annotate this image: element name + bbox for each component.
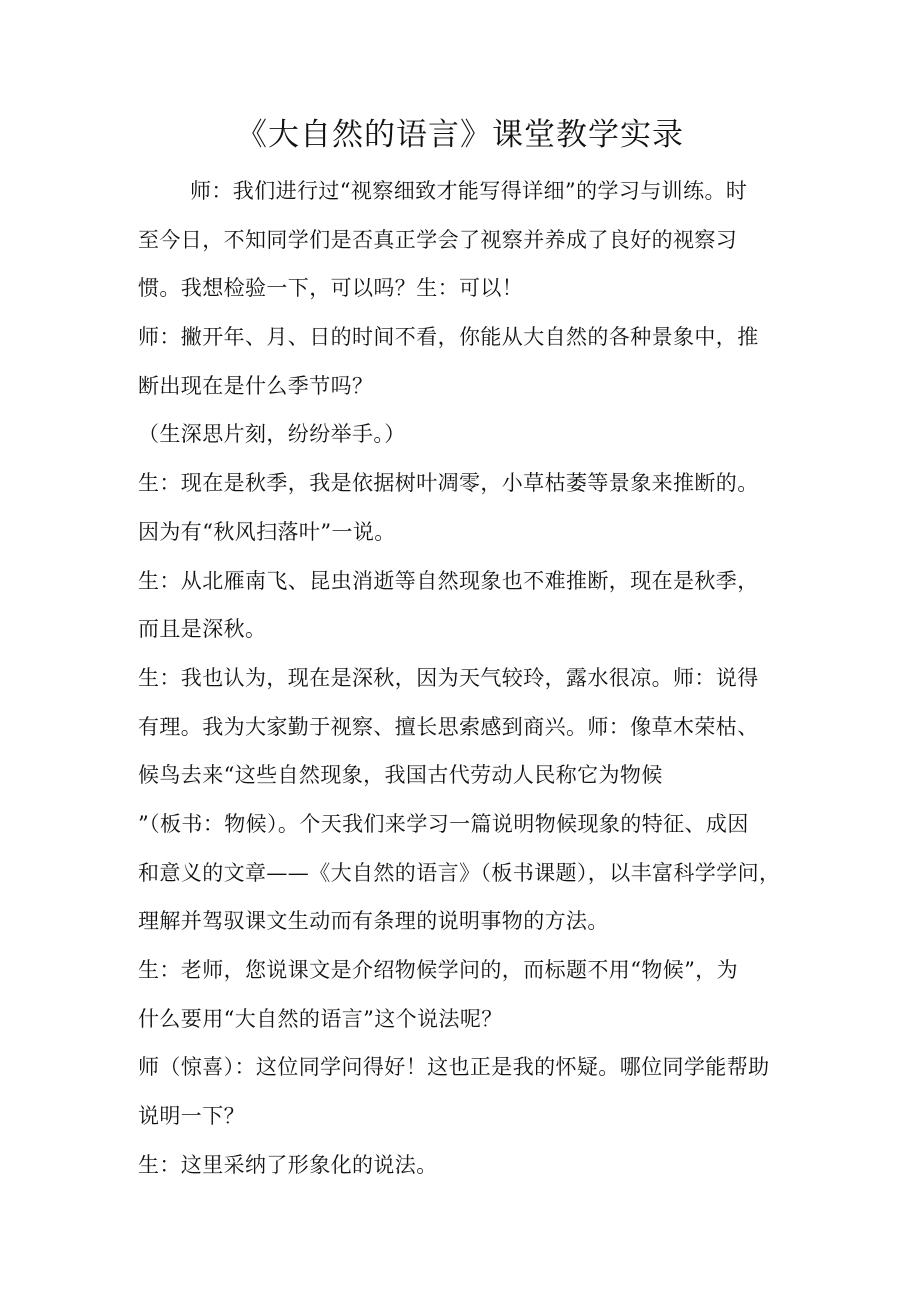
paragraph-line: 至今日，不知同学们是否真正学会了视察并养成了良好的视察习 xyxy=(138,227,738,252)
paragraph-line: 师：我们进行过“视察细致才能写得详细”的学习与训练。时 xyxy=(190,179,748,203)
paragraph-line: 师：撇开年、月、日的时间不看，你能从大自然的各种景象中，推 xyxy=(138,325,759,350)
paragraph-line: 生：从北雁南飞、昆虫消逝等自然现象也不难推断，现在是秋季， xyxy=(138,568,759,593)
paragraph-line: 有理。我为大家勤于视察、擅长思索感到商兴。师：像草木荣枯、 xyxy=(138,714,759,739)
paragraph-line: 什么要用“大自然的语言”这个说法呢？ xyxy=(138,1006,503,1031)
paragraph-line: 断出现在是什么季节吗？ xyxy=(138,373,374,398)
paragraph-line: 生：这里采纳了形象化的说法。 xyxy=(138,1152,438,1177)
document-body xyxy=(138,167,788,1189)
paragraph-line: 说明一下？ xyxy=(138,1104,245,1129)
paragraph-line: 理解并驾驭课文生动而有条理的说明事物的方法。 xyxy=(138,909,609,934)
document-title: 《大自然的语言》课堂教学实录 xyxy=(236,117,684,153)
paragraph-line: 生：现在是秋季，我是依据树叶凋零，小草枯萎等景象来推断的。 xyxy=(138,471,759,496)
paragraph-line: 生：老师，您说课文是介绍物候学问的，而标题不用“物候”，为 xyxy=(138,958,739,982)
paragraph-line: 因为有“秋风扫落叶”一说。 xyxy=(138,519,396,544)
paragraph-line: 师（惊喜）：这位同学问得好！这也正是我的怀疑。哪位同学能帮助 xyxy=(138,1055,770,1080)
paragraph-line: （生深思片刻，纷纷举手。） xyxy=(138,422,406,447)
paragraph-line: 候鸟去来“这些自然现象，我国古代劳动人民称它为物候 xyxy=(138,763,663,788)
paragraph-line: 而且是深秋。 xyxy=(138,617,267,642)
paragraph-line: 惯。我想检验一下，可以吗？生：可以！ xyxy=(138,276,524,301)
paragraph-line: ”（板书：物候）。个天我们来学习一篇说明物候现象的特征、成因 xyxy=(138,811,749,836)
paragraph-line: 和意义的文章——《大自然的语言》（板书课题），以丰富科学学问， xyxy=(138,860,781,885)
paragraph-line: 生：我也认为，现在是深秋，因为天气较玲，露水很凉。师：说得 xyxy=(138,665,759,690)
